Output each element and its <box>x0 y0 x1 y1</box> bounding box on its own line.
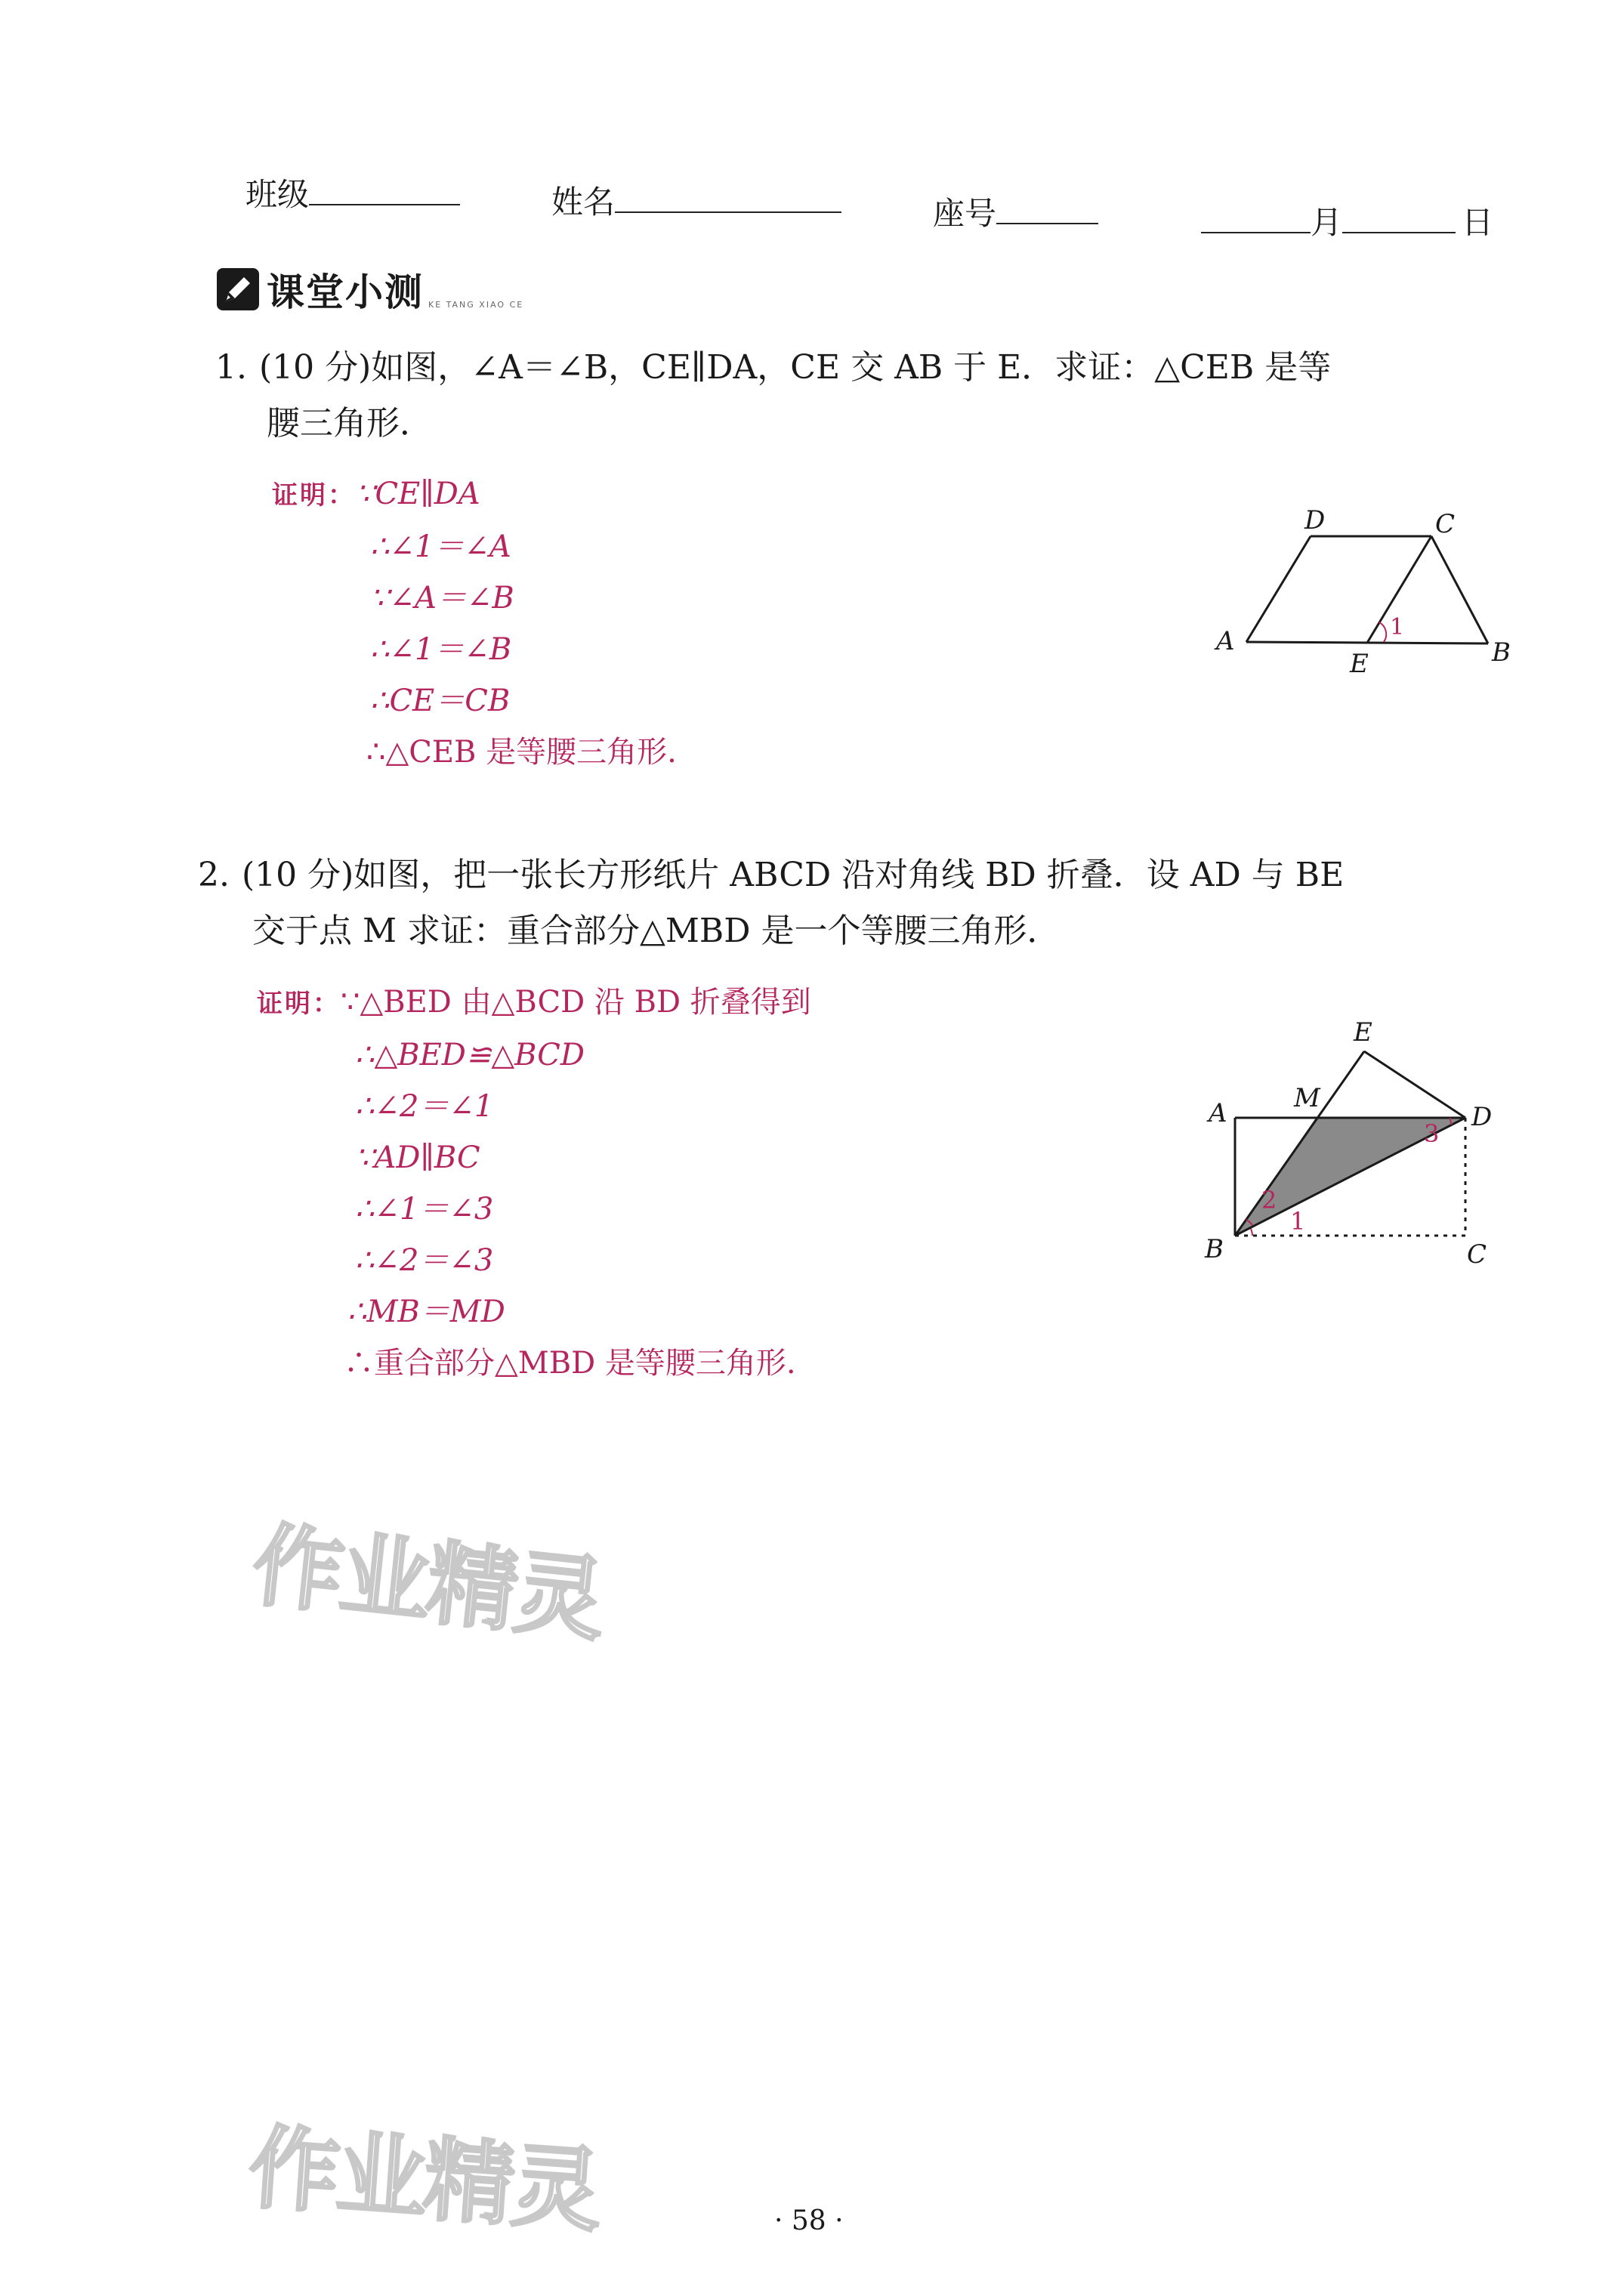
point-d-label: D <box>1304 505 1326 535</box>
angle-1-label: 1 <box>1290 1207 1306 1236</box>
class-blank <box>309 204 460 205</box>
question-1-text-line2: 腰三角形． <box>267 404 433 443</box>
proof-line: ∵△BED 由△BCD 沿 BD 折叠得到 <box>341 985 811 1020</box>
segment-ad <box>1246 536 1311 642</box>
point-b-label: B <box>1492 637 1511 668</box>
angle-1-label: 1 <box>1390 614 1405 640</box>
proof-line: ∴∠2＝∠1 <box>355 1089 494 1124</box>
question-2-text-line2: 交于点 M 求证：重合部分△MBD 是一个等腰三角形． <box>252 912 1061 950</box>
point-b-label: B <box>1205 1234 1224 1264</box>
point-a-label: A <box>1209 1098 1227 1128</box>
class-field <box>245 170 460 215</box>
point-e-label: E <box>1350 649 1369 679</box>
name-blank <box>615 211 841 213</box>
proof-line: ∴△CEB 是等腰三角形. <box>366 735 677 770</box>
proof-line: ∵CE∥DA <box>356 477 480 511</box>
point-c-label: C <box>1467 1239 1487 1270</box>
date-field <box>1201 198 1493 243</box>
proof-line: ∵AD∥BC <box>355 1140 480 1175</box>
page-number: · 58 · <box>774 2205 844 2236</box>
proof-line: ∴∠2＝∠3 <box>355 1243 494 1278</box>
watermark: 作业精灵 <box>245 2115 603 2245</box>
section-title: 课堂小测 <box>267 270 424 314</box>
angle-2-label: 2 <box>1261 1186 1277 1214</box>
figure-1-trapezoid <box>1209 491 1526 687</box>
day-blank <box>1342 232 1456 233</box>
question-1-text-line1: (10 分)如图，∠A＝∠B，CE∥DA，CE 交 AB 于 E．求证：△CEB 是等 <box>259 348 1332 387</box>
proof-line: ∴CE＝CB <box>370 684 511 718</box>
question-2-proof <box>257 977 811 1389</box>
figure-2-folded-rectangle <box>1193 1012 1511 1276</box>
question-1-number: 1. <box>215 348 247 387</box>
proof-line: ∴MB＝MD <box>347 1295 505 1329</box>
point-c-label: C <box>1435 509 1456 539</box>
day-label: 日 <box>1462 204 1494 241</box>
question-1-proof <box>272 468 677 778</box>
question-2-text-line1: (10 分)如图，把一张长方形纸片 ABCD 沿对角线 BD 折叠．设 AD 与 BE <box>242 856 1345 894</box>
point-m-label: M <box>1294 1083 1320 1113</box>
point-a-label: A <box>1216 626 1235 656</box>
section-badge <box>215 264 523 314</box>
question-1 <box>215 340 1545 452</box>
question-2 <box>198 847 1542 959</box>
seat-field <box>933 189 1098 234</box>
proof-label: 证明： <box>272 480 356 511</box>
angle-3-label: 3 <box>1424 1119 1440 1148</box>
name-label: 姓名 <box>551 184 616 221</box>
proof-line: ∴∠1＝∠A <box>370 529 511 564</box>
angle-1-arc <box>1379 622 1386 642</box>
month-blank <box>1201 232 1311 233</box>
segment-ed <box>1364 1051 1465 1118</box>
proof-line: ∴重合部分△MBD 是等腰三角形. <box>344 1346 796 1381</box>
proof-label: 证明： <box>257 989 341 1019</box>
segment-cb <box>1431 536 1488 643</box>
angle-1-arc <box>1251 1229 1252 1236</box>
seat-blank <box>996 223 1098 224</box>
question-2-number: 2. <box>198 856 230 894</box>
pencil-icon <box>215 267 261 312</box>
proof-line: ∴∠1＝∠B <box>370 632 512 667</box>
month-label: 月 <box>1311 204 1343 241</box>
point-e-label: E <box>1354 1017 1372 1048</box>
seat-label: 座号 <box>933 195 997 232</box>
proof-line: ∵∠A＝∠B <box>370 581 514 616</box>
proof-line: ∴△BED≌△BCD <box>355 1038 585 1072</box>
proof-line: ∴∠1＝∠3 <box>355 1192 494 1227</box>
class-label: 班级 <box>245 176 310 213</box>
name-field <box>551 177 841 223</box>
section-subtitle: KE TANG XIAO CE <box>428 299 524 310</box>
watermark: 作业精灵 <box>247 1513 607 1654</box>
point-d-label: D <box>1471 1102 1493 1132</box>
